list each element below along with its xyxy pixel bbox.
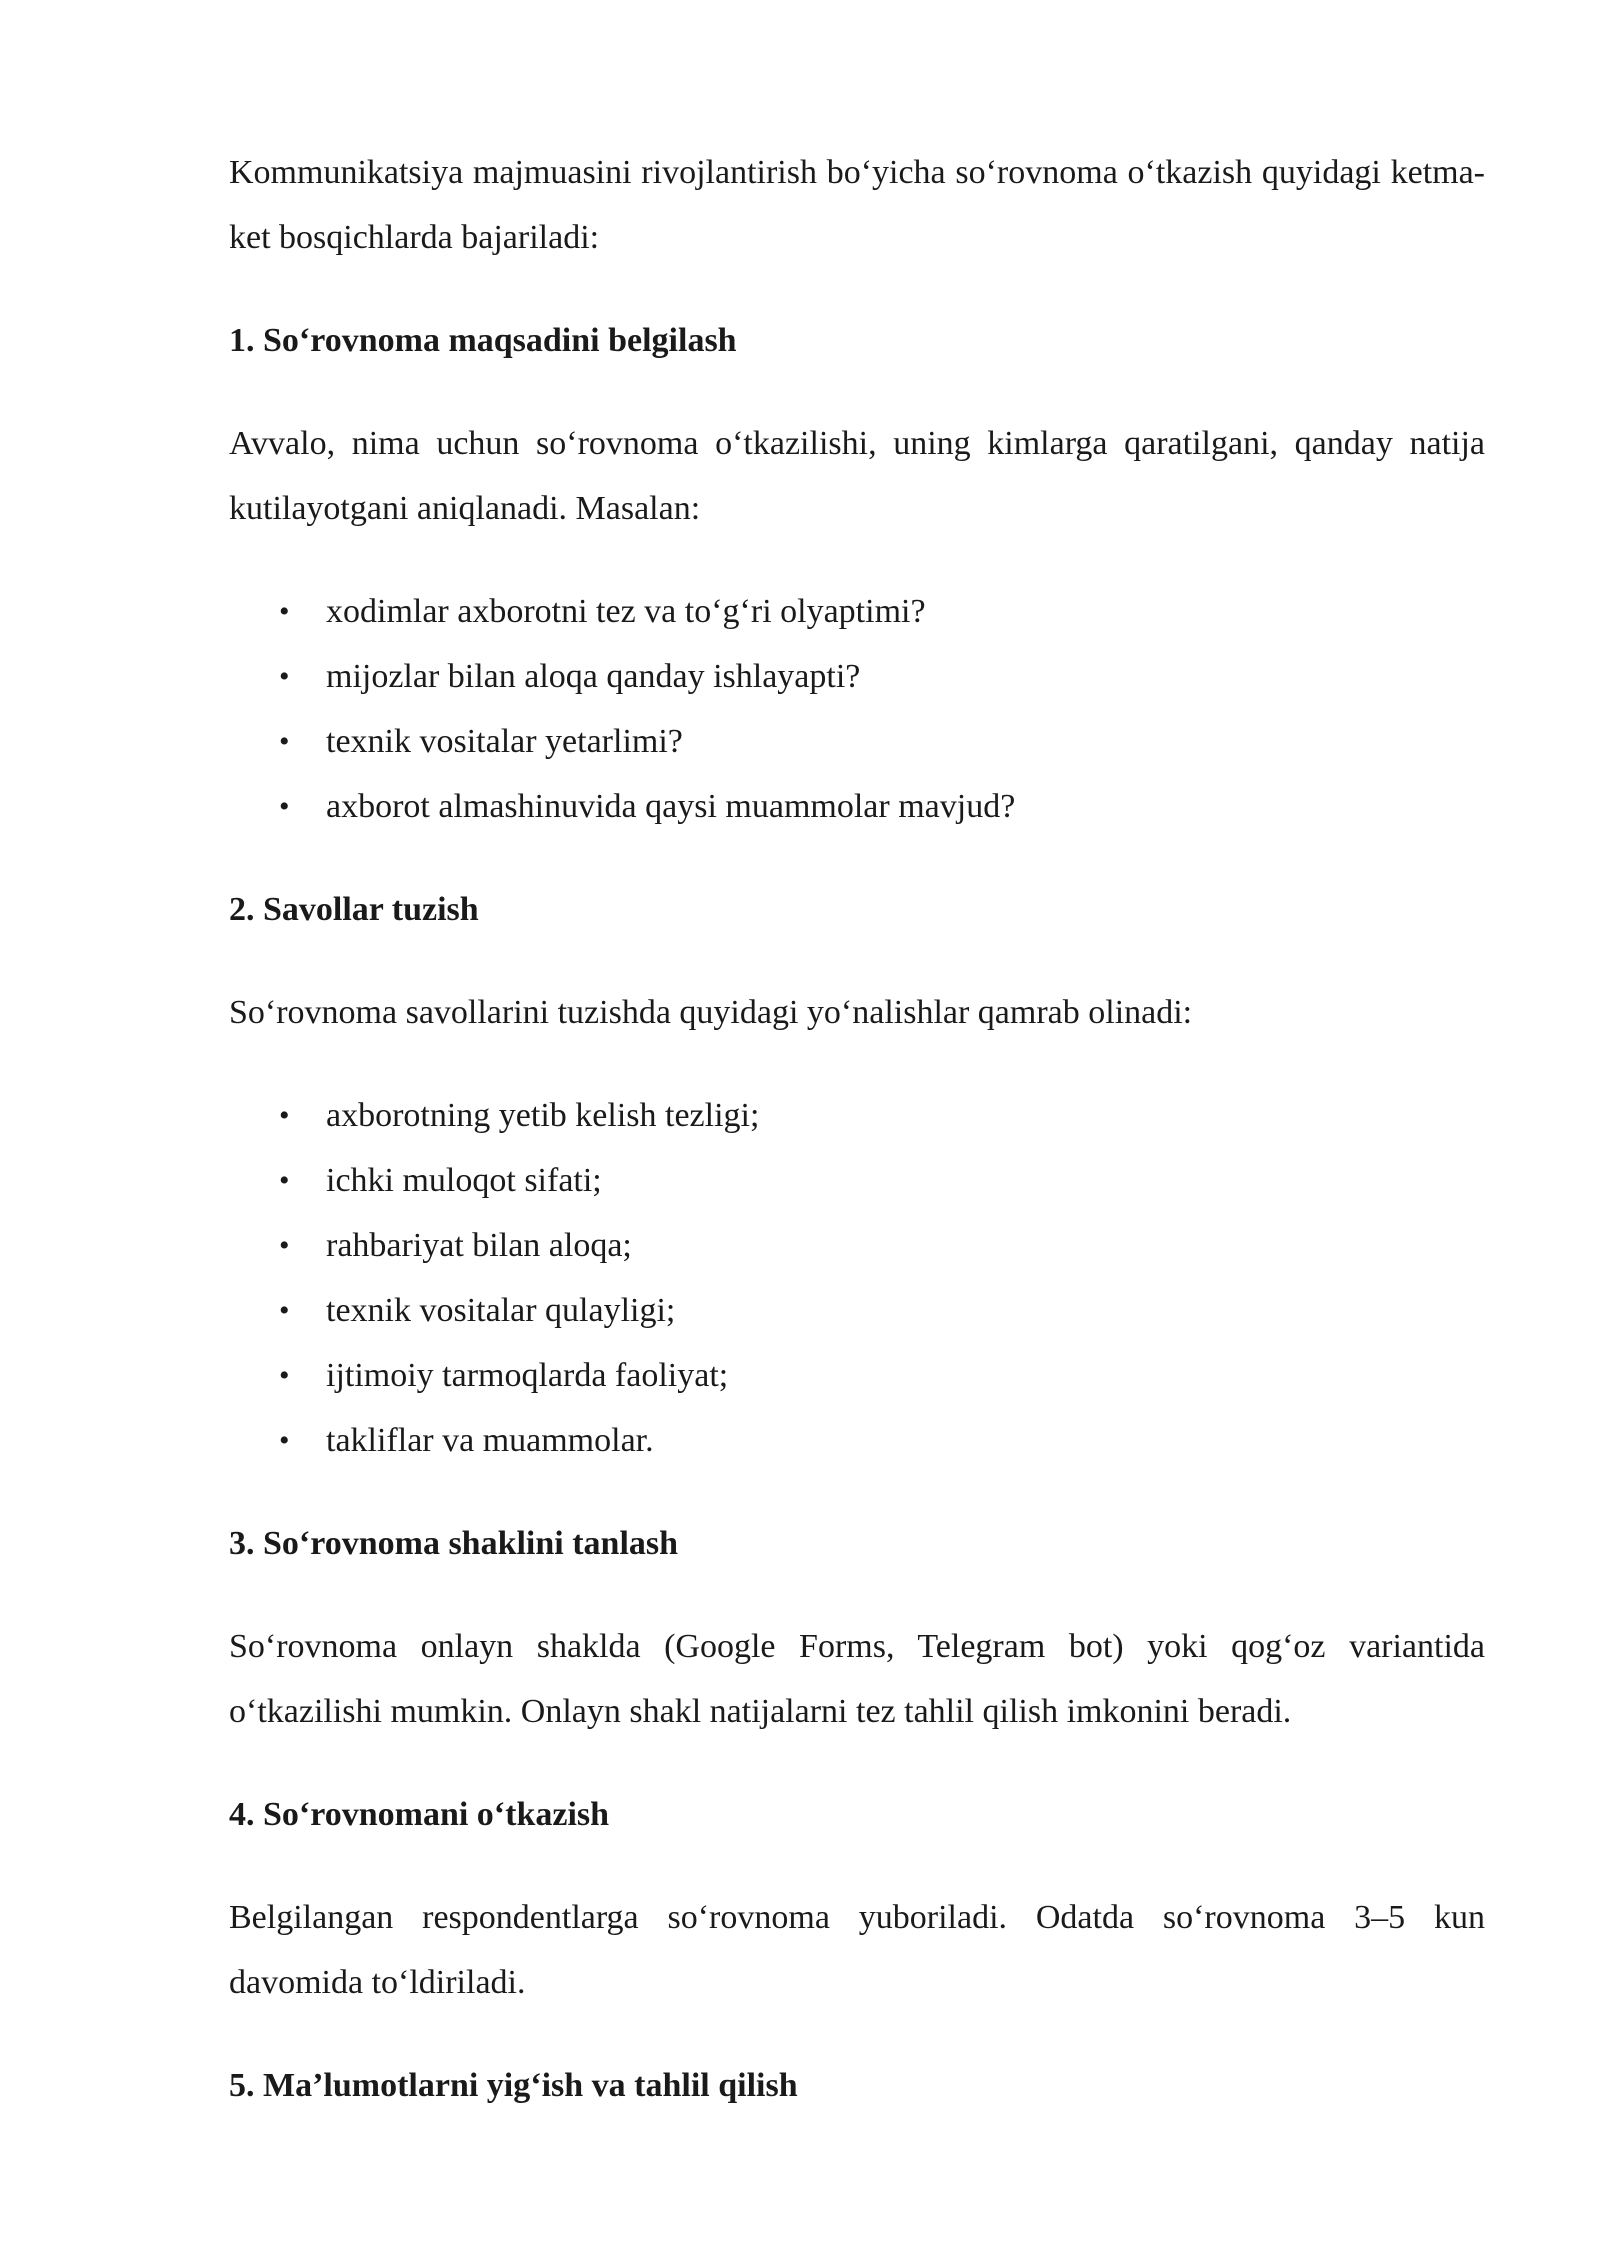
bullet-icon: •: [279, 725, 290, 758]
section-3-paragraph: So‘rovnoma onlayn shaklda (Google Forms, Telegram bot) yoki qog‘oz variantida o‘tkazilishi mumkin. Onlayn shakl natijalarni tez tahlil qilish imkonini beradi.: [229, 1628, 1485, 1730]
list-item: • texnik vositalar qulayligi;: [229, 1278, 1485, 1343]
section-2-heading: 2. Savollar tuzish: [229, 891, 479, 928]
list-item: • texnik vositalar yetarlimi?: [229, 709, 1485, 774]
bullet-icon: •: [279, 660, 290, 693]
bullet-icon: •: [279, 1424, 290, 1457]
bullet-icon: •: [279, 595, 290, 628]
list-item: • ichki muloqot sifati;: [229, 1148, 1485, 1213]
section-1-heading: 1. So‘rovnoma maqsadini belgilash: [229, 322, 737, 359]
section-2-list: [229, 1083, 1485, 1473]
bullet-icon: •: [279, 1359, 290, 1392]
intro-paragraph: Kommunikatsiya majmuasini rivojlantirish bo‘yicha so‘rovnoma o‘tkazish quyidagi ketma-ket bosqichlarda bajariladi:: [229, 154, 1485, 256]
bullet-icon: •: [279, 1229, 290, 1262]
list-item: • takliflar va muammolar.: [229, 1408, 1485, 1473]
section-1-paragraph: Avvalo, nima uchun so‘rovnoma o‘tkazilishi, uning kimlarga qaratilgani, qanday natija kutilayotgani aniqlanadi. Masalan:: [229, 425, 1485, 527]
section-5-heading: 5. Ma’lumotlarni yig‘ish va tahlil qilish: [229, 2067, 798, 2104]
section-3-heading: 3. So‘rovnoma shaklini tanlash: [229, 1525, 679, 1562]
list-item: • rahbariyat bilan aloqa;: [229, 1213, 1485, 1278]
list-item: • ijtimoiy tarmoqlarda faoliyat;: [229, 1343, 1485, 1408]
section-1-list: [229, 579, 1485, 839]
bullet-icon: •: [279, 1099, 290, 1132]
list-item: • mijozlar bilan aloqa qanday ishlayapti?: [229, 644, 1485, 709]
bullet-icon: •: [279, 790, 290, 823]
list-item: • axborotning yetib kelish tezligi;: [229, 1083, 1485, 1148]
bullet-icon: •: [279, 1164, 290, 1197]
list-item: • xodimlar axborotni tez va to‘g‘ri olyaptimi?: [229, 579, 1485, 644]
list-item: • axborot almashinuvida qaysi muammolar mavjud?: [229, 774, 1485, 839]
section-4-heading: 4. So‘rovnomani o‘tkazish: [229, 1796, 610, 1833]
document-page: [229, 140, 1485, 2156]
section-4-paragraph: Belgilangan respondentlarga so‘rovnoma yuboriladi. Odatda so‘rovnoma 3–5 kun davomida to‘ldiriladi.: [229, 1899, 1485, 2001]
section-2-paragraph: So‘rovnoma savollarini tuzishda quyidagi yo‘nalishlar qamrab olinadi:: [229, 994, 1193, 1031]
bullet-icon: •: [279, 1294, 290, 1327]
